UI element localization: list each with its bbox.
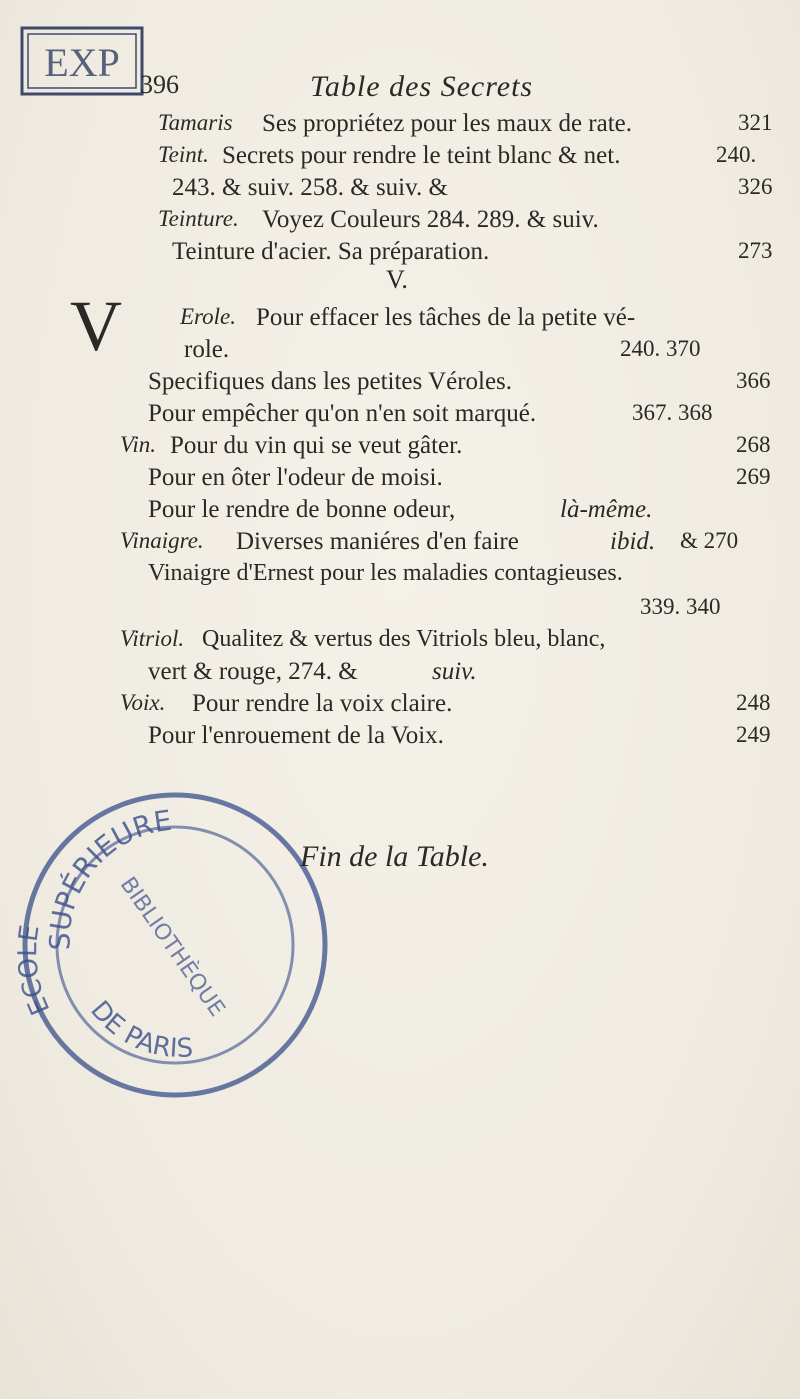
entry-line: Erole. Pour effacer les tâches de la petite vé- bbox=[180, 304, 636, 331]
entry-line: Tamaris Ses propriétez pour les maux de rate. 321 bbox=[158, 110, 773, 137]
svg-text:EXP: EXP bbox=[44, 40, 120, 85]
end-of-table: Fin de la Table. bbox=[300, 840, 489, 873]
entry-line: Specifiques dans les petites Véroles. 366 bbox=[148, 368, 771, 395]
entry-line: Vinaigre d'Ernest pour les maladies contagieuses. bbox=[148, 560, 623, 586]
svg-text:SUPÉRIEURE: SUPÉRIEURE bbox=[43, 803, 174, 951]
entry-line: Pour le rendre de bonne odeur, là-même. bbox=[148, 496, 653, 523]
library-stamp bbox=[10, 780, 340, 1110]
entry-line: Teint. Secrets pour rendre le teint blanc & net. 240. bbox=[158, 142, 757, 169]
entry-line: Pour en ôter l'odeur de moisi. 269 bbox=[148, 464, 771, 491]
entry-line: Pour empêcher qu'on n'en soit marqué. 367. 368 bbox=[148, 400, 713, 427]
entry-line: Pour l'enrouement de la Voix. 249 bbox=[148, 722, 771, 749]
section-letter: V. bbox=[386, 265, 408, 294]
svg-text:ECOLE: ECOLE bbox=[13, 923, 57, 1020]
entry-line: Vinaigre. Diverses maniéres d'en faire ibid. & 270 bbox=[120, 528, 739, 555]
entry-line: Vitriol. Qualitez & vertus des Vitriols bleu, blanc, bbox=[120, 626, 606, 652]
entry-line: Vin. Pour du vin qui se veut gâter. 268 bbox=[120, 432, 771, 459]
running-header bbox=[0, 70, 800, 110]
entry-line: vert & rouge, 274. & suiv. bbox=[148, 658, 477, 685]
entry-line: Teinture. Voyez Couleurs 284. 289. & suiv. bbox=[158, 206, 599, 233]
running-title: Table des Secrets bbox=[310, 70, 534, 103]
entry-line: 339. 340 bbox=[640, 594, 721, 619]
drop-cap: V bbox=[70, 286, 122, 366]
entry-line: Voix. Pour rendre la voix claire. 248 bbox=[120, 690, 771, 717]
svg-text:DE PARIS: DE PARIS bbox=[84, 995, 194, 1065]
page-number: 396 bbox=[140, 70, 179, 99]
entry-line: Teinture d'acier. Sa préparation. 273 bbox=[172, 238, 773, 265]
entry-line: 243. & suiv. 258. & suiv. & 326 bbox=[172, 174, 773, 201]
entry-line: role. 240. 370 bbox=[184, 336, 701, 363]
svg-text:BIBLIOTHÈQUE: BIBLIOTHÈQUE bbox=[114, 872, 230, 1022]
